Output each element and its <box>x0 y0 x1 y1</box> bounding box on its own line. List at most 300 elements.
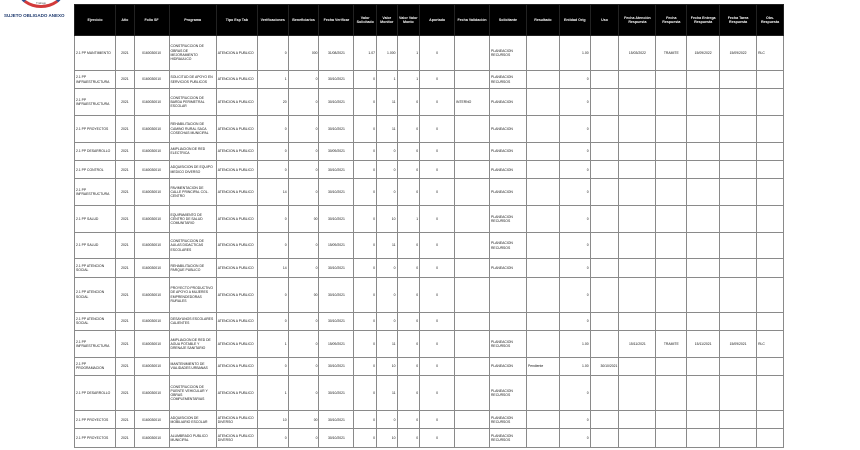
table-cell: 10 <box>377 206 398 233</box>
table-cell: PLANEACION <box>489 115 526 142</box>
table-cell <box>687 70 720 88</box>
table-cell: DESAYUNOS ESCOLARES CALIENTES <box>169 312 216 330</box>
table-cell <box>687 142 720 160</box>
table-cell: 2.1 PP DESARROLLO <box>75 142 116 160</box>
column-header: Ejercicio <box>75 5 116 36</box>
table-cell <box>757 429 784 448</box>
table-cell: 1 <box>397 36 420 71</box>
table-cell: 30/10/2021 <box>319 179 354 206</box>
table-cell: 0 <box>420 277 455 312</box>
table-cell: 0160030010 <box>134 36 169 71</box>
table-cell: 2021 <box>116 206 134 233</box>
table-cell: 0 <box>420 259 455 277</box>
table-cell: 2021 <box>116 259 134 277</box>
table-cell <box>720 89 757 116</box>
table-cell <box>757 89 784 116</box>
table-cell: 15/09/2021 <box>319 232 354 259</box>
table-cell: 30/10/2021 <box>319 115 354 142</box>
table-cell: 0 <box>420 179 455 206</box>
table-cell <box>720 411 757 429</box>
table-cell: 0 <box>420 142 455 160</box>
table-cell: 2.1 PP CONTROL <box>75 161 116 179</box>
table-cell: CONSTRUCCION DE BARDA PERIMETRAL ESCOLAR <box>169 89 216 116</box>
table-cell: MANTENIMIENTO DE VIALIDADES URBANAS <box>169 357 216 375</box>
table-cell: 0160030010 <box>134 70 169 88</box>
table-cell: 30/10/2021 <box>319 357 354 375</box>
table-cell: 0 <box>288 429 319 448</box>
table-cell: 2021 <box>116 277 134 312</box>
table-cell: 0160030010 <box>134 277 169 312</box>
table-cell: 0 <box>288 312 319 330</box>
table-cell: PLANEACION <box>489 89 526 116</box>
column-header: Solicitante <box>489 5 526 36</box>
table-cell: 0 <box>559 179 590 206</box>
table-row <box>75 179 784 206</box>
table-cell: 0160030010 <box>134 115 169 142</box>
table-cell: 0 <box>397 89 420 116</box>
table-cell: 0 <box>354 259 377 277</box>
table-cell: 30/10/2021 <box>319 312 354 330</box>
table-cell <box>687 376 720 411</box>
table-cell: 0 <box>397 142 420 160</box>
table-cell <box>687 357 720 375</box>
column-header: Fecha Entrega Respuesta <box>687 5 720 36</box>
table-cell: 0160030010 <box>134 429 169 448</box>
table-cell: 0 <box>420 376 455 411</box>
table-cell <box>526 142 559 160</box>
logo-text: Trabajo <box>36 1 47 5</box>
column-header: Verificaciones <box>257 5 288 36</box>
table-cell: 0 <box>397 232 420 259</box>
table-cell: 0 <box>257 312 288 330</box>
table-row <box>75 411 784 429</box>
table-row <box>75 312 784 330</box>
table-cell <box>720 206 757 233</box>
table-cell <box>656 259 687 277</box>
table-cell: 2.1 PP PROGRAMACION <box>75 357 116 375</box>
table-cell: 30/09/2021 <box>319 142 354 160</box>
table-cell: 0 <box>354 115 377 142</box>
table-cell: 2021 <box>116 429 134 448</box>
table-cell: 00 <box>288 277 319 312</box>
table-cell <box>757 376 784 411</box>
table-cell: 30/10/2021 <box>590 357 619 375</box>
table-row <box>75 89 784 116</box>
table-cell: 15/11/2021 <box>687 331 720 358</box>
table-cell <box>720 179 757 206</box>
table-cell: 10 <box>377 357 398 375</box>
table-cell <box>687 411 720 429</box>
table-cell <box>619 429 656 448</box>
table-cell: 2021 <box>116 89 134 116</box>
table-cell: ADQUISICION DE EQUIPO MEDICO DIVERSO <box>169 161 216 179</box>
table-cell <box>619 70 656 88</box>
table-cell: 10 <box>377 429 398 448</box>
table-cell: ATENCION A PUBLICO <box>216 357 257 375</box>
table-cell <box>619 142 656 160</box>
table-cell: 0 <box>397 411 420 429</box>
table-cell: PLANEACION RECURSOS <box>489 429 526 448</box>
data-table <box>74 4 784 448</box>
table-cell <box>656 357 687 375</box>
table-cell: 0 <box>377 411 398 429</box>
table-cell: 2021 <box>116 161 134 179</box>
table-cell: 0 <box>377 312 398 330</box>
table-cell <box>757 179 784 206</box>
table-cell: 11 <box>377 232 398 259</box>
table-cell: 0 <box>559 376 590 411</box>
table-cell <box>687 161 720 179</box>
table-cell: 1 <box>257 331 288 358</box>
table-cell: 0 <box>354 142 377 160</box>
table-cell <box>590 161 619 179</box>
column-header: Folio SF <box>134 5 169 36</box>
table-cell <box>526 70 559 88</box>
table-cell <box>455 331 490 358</box>
table-cell: 30/10/2021 <box>319 161 354 179</box>
table-cell: 11 <box>377 89 398 116</box>
table-cell: 0 <box>257 161 288 179</box>
table-cell: ATENCION A PUBLICO <box>216 36 257 71</box>
column-header: Entidad Orig <box>559 5 590 36</box>
table-cell: 0 <box>288 89 319 116</box>
table-cell: 0 <box>354 206 377 233</box>
table-cell <box>526 312 559 330</box>
table-cell <box>656 206 687 233</box>
table-row <box>75 206 784 233</box>
table-cell <box>590 36 619 71</box>
table-cell <box>619 277 656 312</box>
table-cell: 0 <box>420 312 455 330</box>
column-header: Beneficiarios <box>288 5 319 36</box>
table-cell: 0160030010 <box>134 259 169 277</box>
table-cell: 0 <box>288 115 319 142</box>
table-cell <box>687 277 720 312</box>
table-cell: 0 <box>420 206 455 233</box>
table-cell: 00 <box>288 206 319 233</box>
table-cell: 0 <box>288 259 319 277</box>
table-cell: 2021 <box>116 70 134 88</box>
table-cell <box>590 331 619 358</box>
table-cell: 2.1 PP SALUD <box>75 232 116 259</box>
table-cell: 0 <box>377 179 398 206</box>
table-cell <box>720 115 757 142</box>
table-cell: 0 <box>354 179 377 206</box>
table-cell: 0 <box>288 161 319 179</box>
table-cell: 1.00 <box>559 36 590 71</box>
table-cell <box>656 115 687 142</box>
table-cell: REHABILITACION DE PARQUE PUBLICO <box>169 259 216 277</box>
table-cell <box>757 161 784 179</box>
table-cell: 0 <box>288 331 319 358</box>
table-cell: 20 <box>257 89 288 116</box>
table-cell: 0 <box>559 89 590 116</box>
table-cell <box>757 411 784 429</box>
table-cell: 0 <box>559 142 590 160</box>
table-cell: 0 <box>397 429 420 448</box>
table-cell <box>656 277 687 312</box>
table-cell: 0 <box>420 70 455 88</box>
table-cell <box>687 206 720 233</box>
table-cell: 0 <box>420 89 455 116</box>
table-cell: 0 <box>420 411 455 429</box>
table-cell: RLC <box>757 331 784 358</box>
table-cell <box>455 312 490 330</box>
column-header: Valor Monitor <box>377 5 398 36</box>
table-cell: TRAMITE <box>656 36 687 71</box>
table-cell: 000 <box>288 36 319 71</box>
table-cell: 0 <box>257 142 288 160</box>
table-cell <box>590 232 619 259</box>
table-cell <box>526 259 559 277</box>
table-cell: Pendiente <box>526 357 559 375</box>
table-cell: 15/09/2021 <box>319 331 354 358</box>
table-cell: 0 <box>559 232 590 259</box>
table-cell: 31/08/2021 <box>319 36 354 71</box>
table-cell: CONSTRUCCION DE AULAS DIDACTICAS ESCOLARES <box>169 232 216 259</box>
table-cell: 2.1 PP INFRAESTRUCTURA <box>75 179 116 206</box>
table-cell: 0 <box>420 232 455 259</box>
column-header: Tipo Esp Tab <box>216 5 257 36</box>
table-cell: PLANEACION <box>489 142 526 160</box>
table-cell: CONSTRUCCION DE PUENTE VEHICULAR Y OBRAS COMPLEMENTARIAS <box>169 376 216 411</box>
table-cell <box>590 142 619 160</box>
table-cell: 1 <box>257 376 288 411</box>
column-header: Uso <box>590 5 619 36</box>
table-body <box>75 36 784 448</box>
table-cell: 0 <box>354 89 377 116</box>
table-cell: ATENCION A PUBLICO <box>216 89 257 116</box>
table-cell: 0 <box>420 161 455 179</box>
table-cell: 30/10/2021 <box>319 429 354 448</box>
table-cell <box>455 411 490 429</box>
table-cell <box>526 411 559 429</box>
table-cell: 0 <box>397 115 420 142</box>
table-cell: ATENCION A PUBLICO <box>216 179 257 206</box>
table-cell: 1.000 <box>377 36 398 71</box>
table-cell: 0 <box>420 357 455 375</box>
table-cell: 0 <box>257 429 288 448</box>
table-cell <box>526 206 559 233</box>
table-cell <box>590 411 619 429</box>
table-cell <box>590 376 619 411</box>
table-cell: 0160030010 <box>134 206 169 233</box>
table-cell <box>757 142 784 160</box>
table-cell <box>590 206 619 233</box>
table-cell: PLANEACION <box>489 259 526 277</box>
table-cell: PLANEACION RECURSOS <box>489 70 526 88</box>
table-cell: 0 <box>397 259 420 277</box>
table-cell: 0 <box>354 429 377 448</box>
table-cell <box>455 70 490 88</box>
table-cell: 0 <box>397 179 420 206</box>
table-cell: 0 <box>397 357 420 375</box>
table-cell <box>619 179 656 206</box>
table-row <box>75 36 784 71</box>
table-cell: 30/10/2021 <box>319 259 354 277</box>
table-cell: 0 <box>559 115 590 142</box>
table-cell <box>656 312 687 330</box>
table-cell <box>720 232 757 259</box>
table-cell: 0 <box>377 142 398 160</box>
table-cell: ATENCION A PUBLICO <box>216 312 257 330</box>
table-cell: 0 <box>559 161 590 179</box>
table-cell: 0160030010 <box>134 89 169 116</box>
table-cell <box>590 312 619 330</box>
table-row <box>75 232 784 259</box>
table-cell: PLANEACION RECURSOS <box>489 376 526 411</box>
table-cell <box>455 161 490 179</box>
table-cell: 0 <box>257 206 288 233</box>
table-cell: 15/09/2022 <box>687 36 720 71</box>
table-cell <box>619 232 656 259</box>
table-cell <box>455 259 490 277</box>
table-cell <box>455 429 490 448</box>
column-header: Valor Valor Monto <box>397 5 420 36</box>
table-cell <box>687 115 720 142</box>
table-cell: 0 <box>397 161 420 179</box>
table-cell <box>757 259 784 277</box>
table-cell: 1 <box>397 206 420 233</box>
table-cell: ATENCION A PUBLICO <box>216 142 257 160</box>
table-row <box>75 115 784 142</box>
table-cell <box>619 357 656 375</box>
table-cell: ATENCION A PUBLICO <box>216 70 257 88</box>
table-cell <box>526 232 559 259</box>
table-cell: PAVIMENTACION DE CALLE PRINCIPAL COL. CENTRO <box>169 179 216 206</box>
table-cell <box>656 411 687 429</box>
table-cell: ALUMBRADO PUBLICO MUNICIPAL <box>169 429 216 448</box>
table-cell <box>590 429 619 448</box>
table-cell: 00 <box>288 411 319 429</box>
table-cell: 0160030010 <box>134 232 169 259</box>
table-cell: 0160030010 <box>134 312 169 330</box>
table-cell: 0 <box>420 429 455 448</box>
table-cell <box>455 179 490 206</box>
table-cell: 15/03/2022 <box>619 36 656 71</box>
table-cell <box>720 429 757 448</box>
table-cell <box>526 115 559 142</box>
table-row <box>75 161 784 179</box>
table-cell: 1 <box>397 70 420 88</box>
table-cell: RLC <box>757 36 784 71</box>
table-cell: PLANEACION <box>489 161 526 179</box>
table-cell <box>526 161 559 179</box>
table-cell: 0 <box>257 115 288 142</box>
table-cell: EQUIPAMIENTO DE CENTRO DE SALUD COMUNITARIO <box>169 206 216 233</box>
table-cell: 0 <box>257 36 288 71</box>
table-cell <box>656 70 687 88</box>
table-cell <box>590 70 619 88</box>
table-cell: 1.00 <box>559 331 590 358</box>
table-cell <box>687 179 720 206</box>
table-row <box>75 376 784 411</box>
table-cell: 1.07 <box>354 36 377 71</box>
table-cell: 11 <box>377 331 398 358</box>
table-cell: 0 <box>397 376 420 411</box>
table-cell: 0160030010 <box>134 161 169 179</box>
table-cell: 0160030010 <box>134 357 169 375</box>
table-cell: 0 <box>559 429 590 448</box>
table-cell: 0 <box>420 331 455 358</box>
table-cell: 2021 <box>116 115 134 142</box>
table-cell: 2.1 PP SALUD <box>75 206 116 233</box>
table-cell: 2.1 PP PROYECTOS <box>75 429 116 448</box>
table-cell: 1 <box>377 70 398 88</box>
table-row <box>75 142 784 160</box>
table-cell <box>526 331 559 358</box>
table-cell <box>619 206 656 233</box>
table-cell: 2.1 PP MANTIMIENTO <box>75 36 116 71</box>
table-cell: 0160030010 <box>134 376 169 411</box>
table-cell: 2.1 PP PROYECTOS <box>75 411 116 429</box>
table-cell <box>590 277 619 312</box>
table-cell: PLANEACION RECURSOS <box>489 331 526 358</box>
table-cell <box>455 376 490 411</box>
table-cell: 14 <box>257 259 288 277</box>
table-cell: 0160030010 <box>134 331 169 358</box>
table-cell <box>619 312 656 330</box>
table-cell: INTERNO <box>455 89 490 116</box>
table-cell: 2021 <box>116 376 134 411</box>
table-cell: 30/10/2021 <box>319 411 354 429</box>
table-cell: AMPLIACION DE RED ELECTRICA <box>169 142 216 160</box>
table-cell <box>720 376 757 411</box>
table-cell: AMPLIACION DE RED DE AGUA POTABLE Y DRENAJE SANITARIO <box>169 331 216 358</box>
table-cell: 10 <box>257 411 288 429</box>
table-cell: 0 <box>354 277 377 312</box>
table-cell: 30/10/2021 <box>319 376 354 411</box>
table-cell <box>656 89 687 116</box>
table-row <box>75 70 784 88</box>
table-cell: 0 <box>354 161 377 179</box>
table-cell: PLANEACION RECURSOS <box>489 36 526 71</box>
table-cell: 0 <box>257 277 288 312</box>
table-cell <box>455 277 490 312</box>
table-cell <box>720 357 757 375</box>
table-cell <box>656 161 687 179</box>
table-cell: 11 <box>377 115 398 142</box>
table-cell <box>590 89 619 116</box>
table-cell <box>526 36 559 71</box>
table-cell: 0 <box>559 259 590 277</box>
table-cell: CONSTRUCCION DE OBRAS DE MEJORAMIENTO HIDRAULICO <box>169 36 216 71</box>
table-cell <box>720 142 757 160</box>
table-cell <box>757 277 784 312</box>
table-cell: PLANEACION RECURSOS <box>489 206 526 233</box>
table-cell: 2021 <box>116 36 134 71</box>
table-cell <box>720 70 757 88</box>
table-cell <box>619 376 656 411</box>
table-cell: ATENCION A PUBLICO <box>216 115 257 142</box>
table-cell: 0160030010 <box>134 142 169 160</box>
table-cell <box>455 232 490 259</box>
table-cell: 0 <box>559 312 590 330</box>
table-cell: 0 <box>288 232 319 259</box>
table-cell: 2.1 PP PROYECTOS <box>75 115 116 142</box>
table-cell: 15/09/2021 <box>720 331 757 358</box>
table-cell: 2.1 PP ATENCION SOCIAL <box>75 259 116 277</box>
table-cell: 0160030010 <box>134 179 169 206</box>
column-header: Aportado <box>420 5 455 36</box>
table-cell: ATENCION A PUBLICO <box>216 259 257 277</box>
table-cell: 30/10/2021 <box>319 277 354 312</box>
table-cell: 0 <box>397 277 420 312</box>
table-cell <box>656 232 687 259</box>
table-cell: 0 <box>288 357 319 375</box>
column-header: Año <box>116 5 134 36</box>
table-cell: 11 <box>377 376 398 411</box>
